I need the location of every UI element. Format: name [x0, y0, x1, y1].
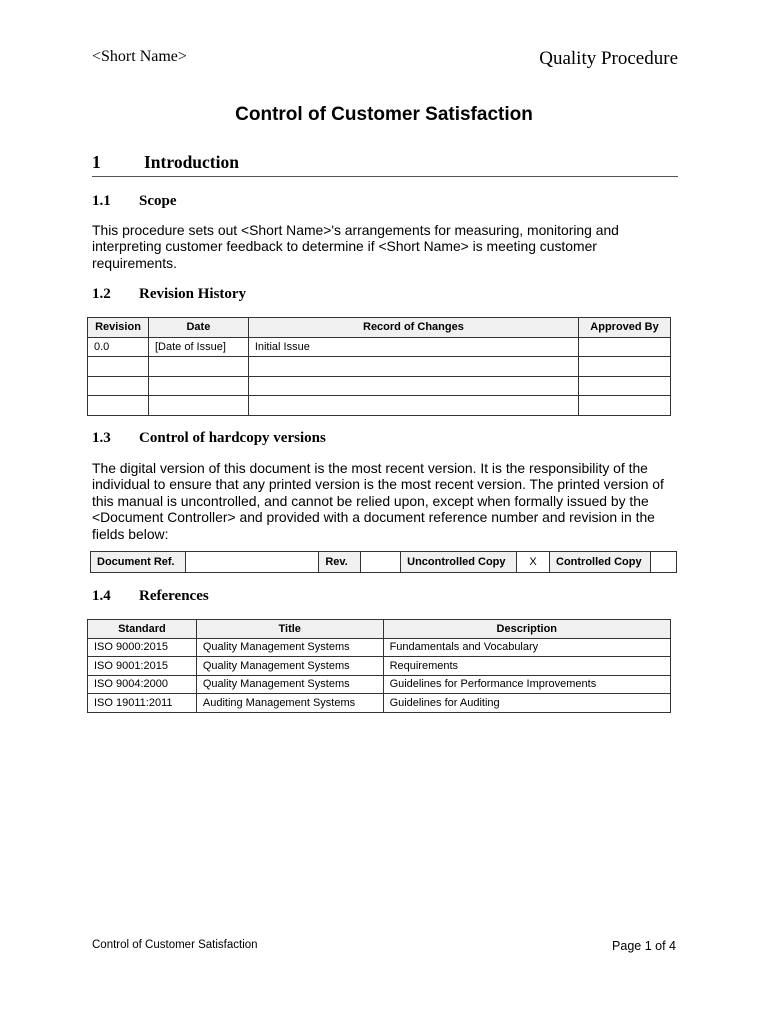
table-cell: Quality Management Systems [196, 638, 383, 657]
table-row [88, 694, 671, 713]
table-cell [148, 376, 248, 396]
table-cell: Initial Issue [248, 337, 578, 357]
uncontrolled-copy-label: Uncontrolled Copy [401, 552, 517, 573]
table-cell [148, 357, 248, 377]
table-cell: Requirements [383, 657, 670, 676]
subsection-number: 1.4 [92, 588, 111, 604]
uncontrolled-copy-mark: X [517, 552, 550, 573]
table-row [88, 638, 671, 657]
header-short-name: <Short Name> [92, 48, 187, 65]
column-header: Description [383, 620, 670, 639]
table-cell: ISO 9004:2000 [88, 675, 197, 694]
table-header-row [88, 620, 671, 639]
table-cell: Fundamentals and Vocabulary [383, 638, 670, 657]
subsection-number: 1.3 [92, 430, 111, 446]
footer-page-number: Page 1 of 4 [612, 939, 676, 953]
table-cell [88, 396, 149, 416]
document-ref-label: Document Ref. [91, 552, 186, 573]
controlled-copy-label: Controlled Copy [550, 552, 651, 573]
table-row [88, 357, 671, 377]
subsection-heading-revision-history [92, 286, 246, 303]
subsection-number: 1.2 [92, 286, 111, 302]
table-cell [579, 337, 671, 357]
subsection-title: References [139, 588, 209, 604]
section-heading-introduction [92, 152, 678, 177]
table-cell: Quality Management Systems [196, 657, 383, 676]
column-header: Title [196, 620, 383, 639]
table-cell: ISO 9000:2015 [88, 638, 197, 657]
table-cell [248, 396, 578, 416]
document-control-fields-table [90, 551, 677, 573]
subsection-number: 1.1 [92, 193, 111, 209]
table-header-row [88, 318, 671, 338]
table-cell: Quality Management Systems [196, 675, 383, 694]
column-header: Approved By [579, 318, 671, 338]
column-header: Record of Changes [248, 318, 578, 338]
column-header: Standard [88, 620, 197, 639]
subsection-title: Control of hardcopy versions [139, 430, 326, 446]
table-cell: Guidelines for Performance Improvements [383, 675, 670, 694]
table-cell: ISO 19011:2011 [88, 694, 197, 713]
rev-label: Rev. [319, 552, 361, 573]
footer-document-title: Control of Customer Satisfaction [92, 939, 258, 951]
document-title: Control of Customer Satisfaction [235, 104, 533, 125]
table-row [88, 376, 671, 396]
subsection-title: Revision History [139, 286, 247, 302]
table-row [91, 552, 677, 573]
column-header: Revision [88, 318, 149, 338]
table-row [88, 675, 671, 694]
table-row [88, 396, 671, 416]
controlled-copy-mark [651, 552, 677, 573]
section-number: 1 [92, 152, 101, 172]
table-cell: Auditing Management Systems [196, 694, 383, 713]
revision-history-table [87, 317, 671, 416]
table-cell [88, 357, 149, 377]
table-cell: ISO 9001:2015 [88, 657, 197, 676]
table-cell [248, 357, 578, 377]
subsection-heading-scope [92, 193, 177, 210]
table-row [88, 337, 671, 357]
document-ref-field [185, 552, 318, 573]
table-cell: [Date of Issue] [148, 337, 248, 357]
table-row [88, 657, 671, 676]
header-doc-type: Quality Procedure [539, 48, 678, 69]
table-cell [579, 376, 671, 396]
subsection-heading-hardcopy [92, 430, 326, 447]
scope-paragraph: This procedure sets out <Short Name>'s arrangements for measuring, monitoring and interpreting customer feedback to determine if <Short Name> is meeting customer requirements. [92, 222, 619, 271]
section-title: Introduction [144, 152, 239, 172]
rev-field [361, 552, 401, 573]
table-cell: 0.0 [88, 337, 149, 357]
hardcopy-paragraph: The digital version of this document is the most recent version. It is the responsibility of the individual to ensure that any printed version is the most recent version. The printed version of this manual is uncontrolled, and cannot be relied upon, except when formally issued by the <Document Controller> and provided with a document reference number and revision in the fields below: [92, 460, 664, 542]
references-table [87, 619, 671, 713]
table-cell [579, 396, 671, 416]
column-header: Date [148, 318, 248, 338]
subsection-title: Scope [139, 193, 177, 209]
subsection-heading-references [92, 588, 209, 605]
table-cell [148, 396, 248, 416]
table-cell [88, 376, 149, 396]
table-cell [248, 376, 578, 396]
table-cell [579, 357, 671, 377]
table-cell: Guidelines for Auditing [383, 694, 670, 713]
